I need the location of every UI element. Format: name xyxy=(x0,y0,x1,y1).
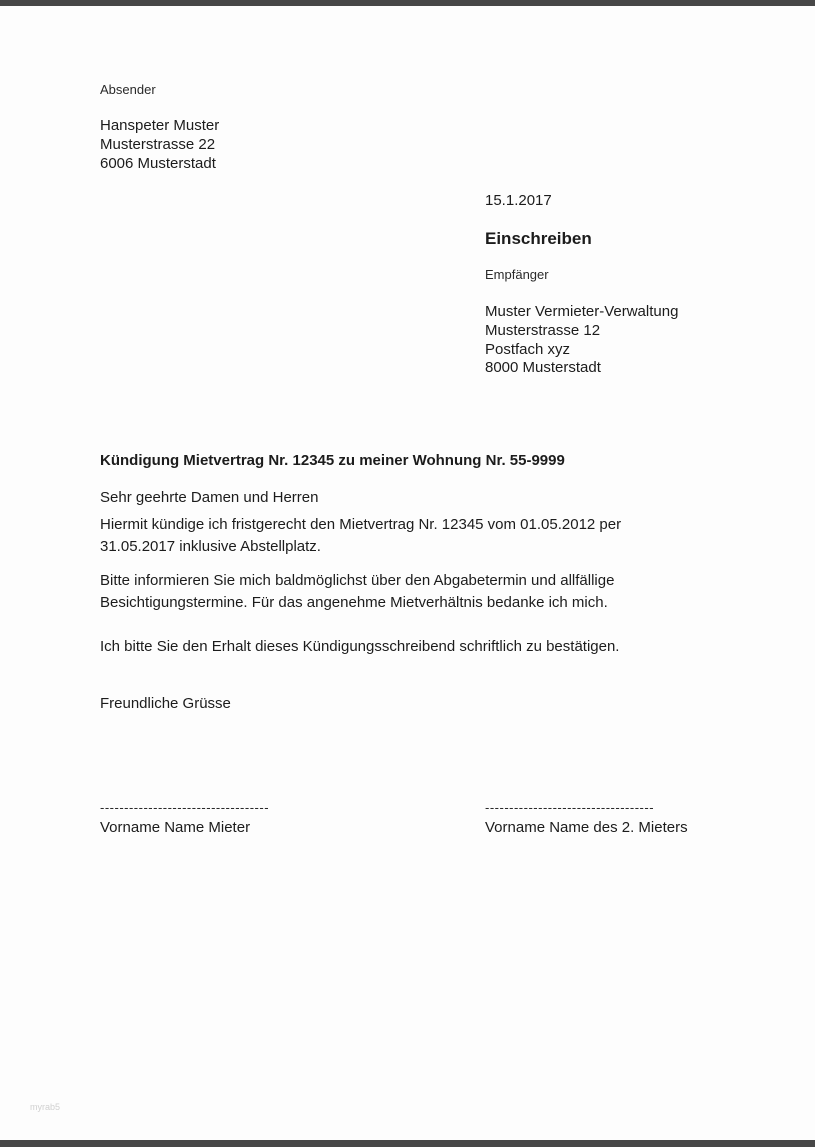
page-edge-bottom xyxy=(0,1140,815,1147)
signature-name-right: Vorname Name des 2. Mieters xyxy=(485,819,688,836)
page-edge-top xyxy=(0,0,815,6)
signature-name-left: Vorname Name Mieter xyxy=(100,819,251,836)
sender-name: Hanspeter Muster xyxy=(100,117,220,134)
recipient-name: Muster Vermieter-Verwaltung xyxy=(485,303,679,320)
recipient-address xyxy=(485,303,678,378)
sender-street: Musterstrasse 22 xyxy=(100,135,216,153)
signature-block-right xyxy=(485,800,688,836)
recipient-pobox: Postfach xyz xyxy=(485,340,571,358)
sender-address xyxy=(100,117,219,173)
signature-line-right: ----------------------------------- xyxy=(485,800,655,815)
closing: Freundliche Grüsse xyxy=(100,695,231,712)
paragraph-1: Hiermit kündige ich fristgerecht den Mietvertrag Nr. 12345 vom 01.05.2012 per 31.05.2017 inklusive Abstellplatz. xyxy=(100,516,622,555)
recipient-label: Empfänger xyxy=(485,267,549,282)
recipient-street: Musterstrasse 12 xyxy=(485,321,601,339)
sender-city: 6006 Musterstadt xyxy=(100,154,216,172)
paragraph-3: Ich bitte Sie den Erhalt dieses Kündigungsschreibend schriftlich zu bestätigen. xyxy=(100,638,620,655)
delivery-note: Einschreiben xyxy=(485,229,592,248)
recipient-city: 8000 Musterstadt xyxy=(485,359,601,377)
salutation: Sehr geehrte Damen und Herren xyxy=(100,489,319,506)
signature-block-left xyxy=(100,800,269,836)
paragraph-2: Bitte informieren Sie mich baldmöglichst über den Abgabetermin und allfällige Besichtigungstermine. Für das angenehme Mietverhältnis bedanke ich mich. xyxy=(100,572,615,611)
watermark-text: myrab5 xyxy=(30,1102,61,1112)
subject-line: Kündigung Mietvertrag Nr. 12345 zu meiner Wohnung Nr. 55-9999 xyxy=(100,452,565,469)
sender-label: Absender xyxy=(100,82,156,97)
signature-line-left: ----------------------------------- xyxy=(100,800,270,815)
letter-date: 15.1.2017 xyxy=(485,192,552,209)
